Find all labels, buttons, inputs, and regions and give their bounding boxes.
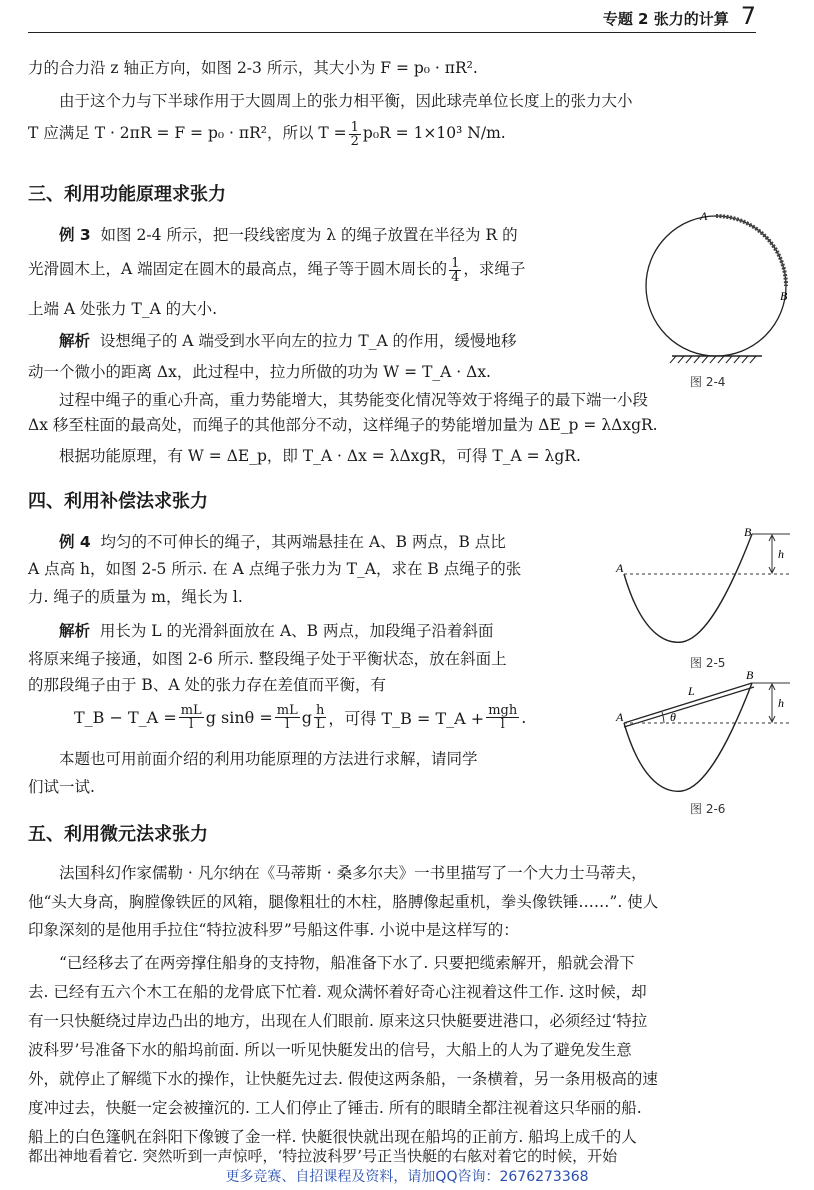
rope-curve <box>624 534 752 642</box>
figure-2-5-caption: 图 2-5 <box>690 656 726 670</box>
fraction-half <box>349 121 361 148</box>
s3-ex-text-1: 如图 2-4 所示，把一段线密度为 λ 的绳子放置在半径为 R 的 <box>100 226 518 244</box>
fig5-label-a: A <box>616 561 624 575</box>
s3-ex-text-2b: ，求绳子 <box>463 260 526 278</box>
fig5-label-b: B <box>744 526 752 539</box>
s5-line: 波科罗’号准备下水的船坞前面. 所以一听见快艇发出的信号，大船上的人为了避免发生意 <box>28 1041 632 1059</box>
fig4-label-b: B <box>780 289 788 303</box>
rope-curve <box>624 683 752 791</box>
s4-example-line-2: A 点高 h，如图 2-5 所示. 在 A 点绳子张力为 T_A，求在 B 点绳子的张 <box>28 560 522 578</box>
frac-den: L <box>315 717 325 732</box>
example-3-label: 例 3 <box>59 226 91 244</box>
figure-2-4 <box>640 210 800 370</box>
s3-analysis-line-5: 根据功能原理，有 W = ΔE_p，即 T_A · Δx = λΔxgR，可得 T_A = λgR. <box>59 447 581 465</box>
s5-line: 他“头大身高，胸膛像铁匠的风箱，腿像粗壮的木柱，胳膊像起重机，拳头像铁锤……”. 使人 <box>28 893 659 911</box>
formula-mid-2: g <box>301 708 313 727</box>
s4-note-line-2: 们试一试. <box>28 778 95 796</box>
s4-example-line-1 <box>28 531 613 553</box>
intro-line-3-b: p₀R = 1×10³ N/m. <box>362 124 506 142</box>
figure-2-6 <box>612 665 802 800</box>
fig6-label-b: B <box>746 668 754 682</box>
formula-frac-2 <box>275 704 300 731</box>
frac-num: 1 <box>451 255 460 271</box>
log-circle <box>646 216 786 356</box>
s3-analysis-line-2: 动一个微小的距离 Δx，此过程中，拉力所做的功为 W = T_A · Δx. <box>28 363 491 381</box>
formula-frac-3 <box>314 704 326 731</box>
formula-frac-1 <box>179 704 204 731</box>
frac-den: l <box>189 717 194 732</box>
rope-arc <box>716 216 786 286</box>
tension-formula <box>74 704 526 731</box>
section-4-title: 四、利用补偿法求张力 <box>28 491 208 512</box>
s4-ex-text-1: 均匀的不可伸长的绳子，其两端悬挂在 A、B 两点，B 点比 <box>100 533 506 551</box>
s4-example-line-3: 力. 绳子的质量为 m，绳长为 l. <box>28 588 243 606</box>
s3-analysis-line-1 <box>28 330 618 352</box>
fig4-label-a: A <box>700 210 708 223</box>
analysis-label: 解析 <box>59 332 91 350</box>
figure-2-5 <box>612 526 802 651</box>
fig6-label-a: A <box>616 710 624 724</box>
formula-mid-3: ，可得 T_B = T_A + <box>328 709 485 728</box>
s5-line: “已经移去了在两旁撑住船身的支持物，船准备下水了. 只要把缆索解开，船就会滑下 <box>59 954 635 972</box>
s5-line: 去. 已经有五六个木工在船的龙骨底下忙着. 观众满怀着好奇心注视着这件工作. 这时候，却 <box>28 983 647 1001</box>
s5-line: 有一只快艇绕过岸边凸出的地方，出现在人们眼前. 原来这只快艇要进港口，必须经过‘特拉 <box>28 1012 648 1030</box>
s3-ex-text-2a: 光滑圆木上，A 端固定在圆木的最高点，绳子等于圆木周长的 <box>28 260 448 278</box>
intro-line-1: 力的合力沿 z 轴正方向，如图 2-3 所示，其大小为 F = p₀ · πR². <box>28 59 478 77</box>
ground-hatch <box>670 356 756 363</box>
s3-analysis-line-4: Δx 移至柱面的最高处，而绳子的其他部分不动，这样绳子的势能增加量为 ΔE_p = λΔxgR. <box>28 416 658 434</box>
s3-example-line-2 <box>28 254 618 284</box>
example-4-label: 例 4 <box>59 533 91 551</box>
s5-line: 船上的白色篷帆在斜阳下像镀了金一样. 快艇很快就出现在船坞的正前方. 船坞上成千的人 <box>28 1128 637 1146</box>
intro-line-2: 由于这个力与下半球作用于大圆周上的张力相平衡，因此球壳单位长度上的张力大小 <box>59 92 633 110</box>
intro-line-3-a: T 应满足 T · 2πR = F = p₀ · πR²，所以 T = <box>28 124 347 142</box>
figure-2-4-caption: 图 2-4 <box>690 375 726 389</box>
frac-num: mL <box>276 703 298 718</box>
s5-line: 都出神地看着它. 突然听到一声惊呼，‘特拉波科罗’号正当快艇的右舷对着它的时候，开始 <box>28 1147 618 1165</box>
s3-an-text-1: 设想绳子的 A 端受到水平向左的拉力 T_A 的作用，缓慢地移 <box>99 332 517 350</box>
s5-line: 外，就停止了解缆下水的操作，让快艇先过去. 假使这两条船，一条横着，另一条用极高的速 <box>28 1070 658 1088</box>
section-5-title: 五、利用微元法求张力 <box>28 824 208 845</box>
fig6-label-h: h <box>778 696 784 710</box>
formula-end: . <box>521 708 527 727</box>
s3-example-line-3: 上端 A 处张力 T_A 的大小. <box>28 300 218 318</box>
fig5-label-h: h <box>778 547 784 561</box>
frac-num: 1 <box>350 119 359 135</box>
s5-line: 度冲过去，快艇一定会被撞沉的. 工人们停止了锤击. 所有的眼睛全都注视着这只华丽的船. <box>28 1099 642 1117</box>
fig6-label-theta: θ <box>670 710 676 724</box>
chapter-title: 专题 2 张力的计算 <box>602 10 729 28</box>
s5-line: 法国科幻作家儒勒 · 凡尔纳在《马蒂斯 · 桑多尔夫》一书里描写了一个大力士马蒂夫， <box>59 864 647 882</box>
footer-promo: 更多竞赛、自招课程及资料，请加QQ咨询：2676273368 <box>225 1169 589 1185</box>
s4-an-text-1: 用长为 L 的光滑斜面放在 A、B 两点，加段绳子沿着斜面 <box>99 622 494 640</box>
frac-den: l <box>500 717 505 732</box>
formula-frac-4 <box>486 704 519 731</box>
frac-den: 2 <box>350 133 359 149</box>
page-header <box>603 2 756 32</box>
fraction-quarter <box>449 257 461 284</box>
section-3-title: 三、利用功能原理求张力 <box>28 184 226 205</box>
s4-analysis-line-1 <box>28 620 613 642</box>
page-number: 7 <box>740 2 756 30</box>
s4-analysis-line-2: 将原来绳子接通，如图 2-6 所示. 整段绳子处于平衡状态，放在斜面上 <box>28 650 507 668</box>
frac-den: 4 <box>451 269 460 285</box>
frac-num: mgh <box>488 703 518 718</box>
formula-lhs: T_B − T_A = <box>74 708 177 727</box>
s3-example-line-1 <box>28 224 618 246</box>
intro-line-3 <box>28 118 786 148</box>
header-rule <box>28 32 756 33</box>
theta-arc <box>662 712 664 723</box>
figure-2-6-caption: 图 2-6 <box>690 802 726 816</box>
s3-analysis-line-3: 过程中绳子的重心升高，重力势能增大，其势能变化情况等效于将绳子的最下端一小段 <box>59 391 649 409</box>
fig6-label-l: L <box>688 684 695 698</box>
frac-den: l <box>285 717 290 732</box>
frac-num: h <box>316 703 325 718</box>
s4-note-line-1: 本题也可用前面介绍的利用功能原理的方法进行求解，请同学 <box>59 750 478 768</box>
formula-mid-1: g sinθ = <box>205 708 273 727</box>
frac-num: mL <box>180 703 202 718</box>
analysis-label: 解析 <box>59 622 91 640</box>
s5-line: 印象深刻的是他用手拉住“特拉波科罗”号船这件事. 小说中是这样写的： <box>28 921 519 939</box>
s4-analysis-line-3: 的那段绳子由于 B、A 处的张力存在差值而平衡，有 <box>28 676 386 694</box>
